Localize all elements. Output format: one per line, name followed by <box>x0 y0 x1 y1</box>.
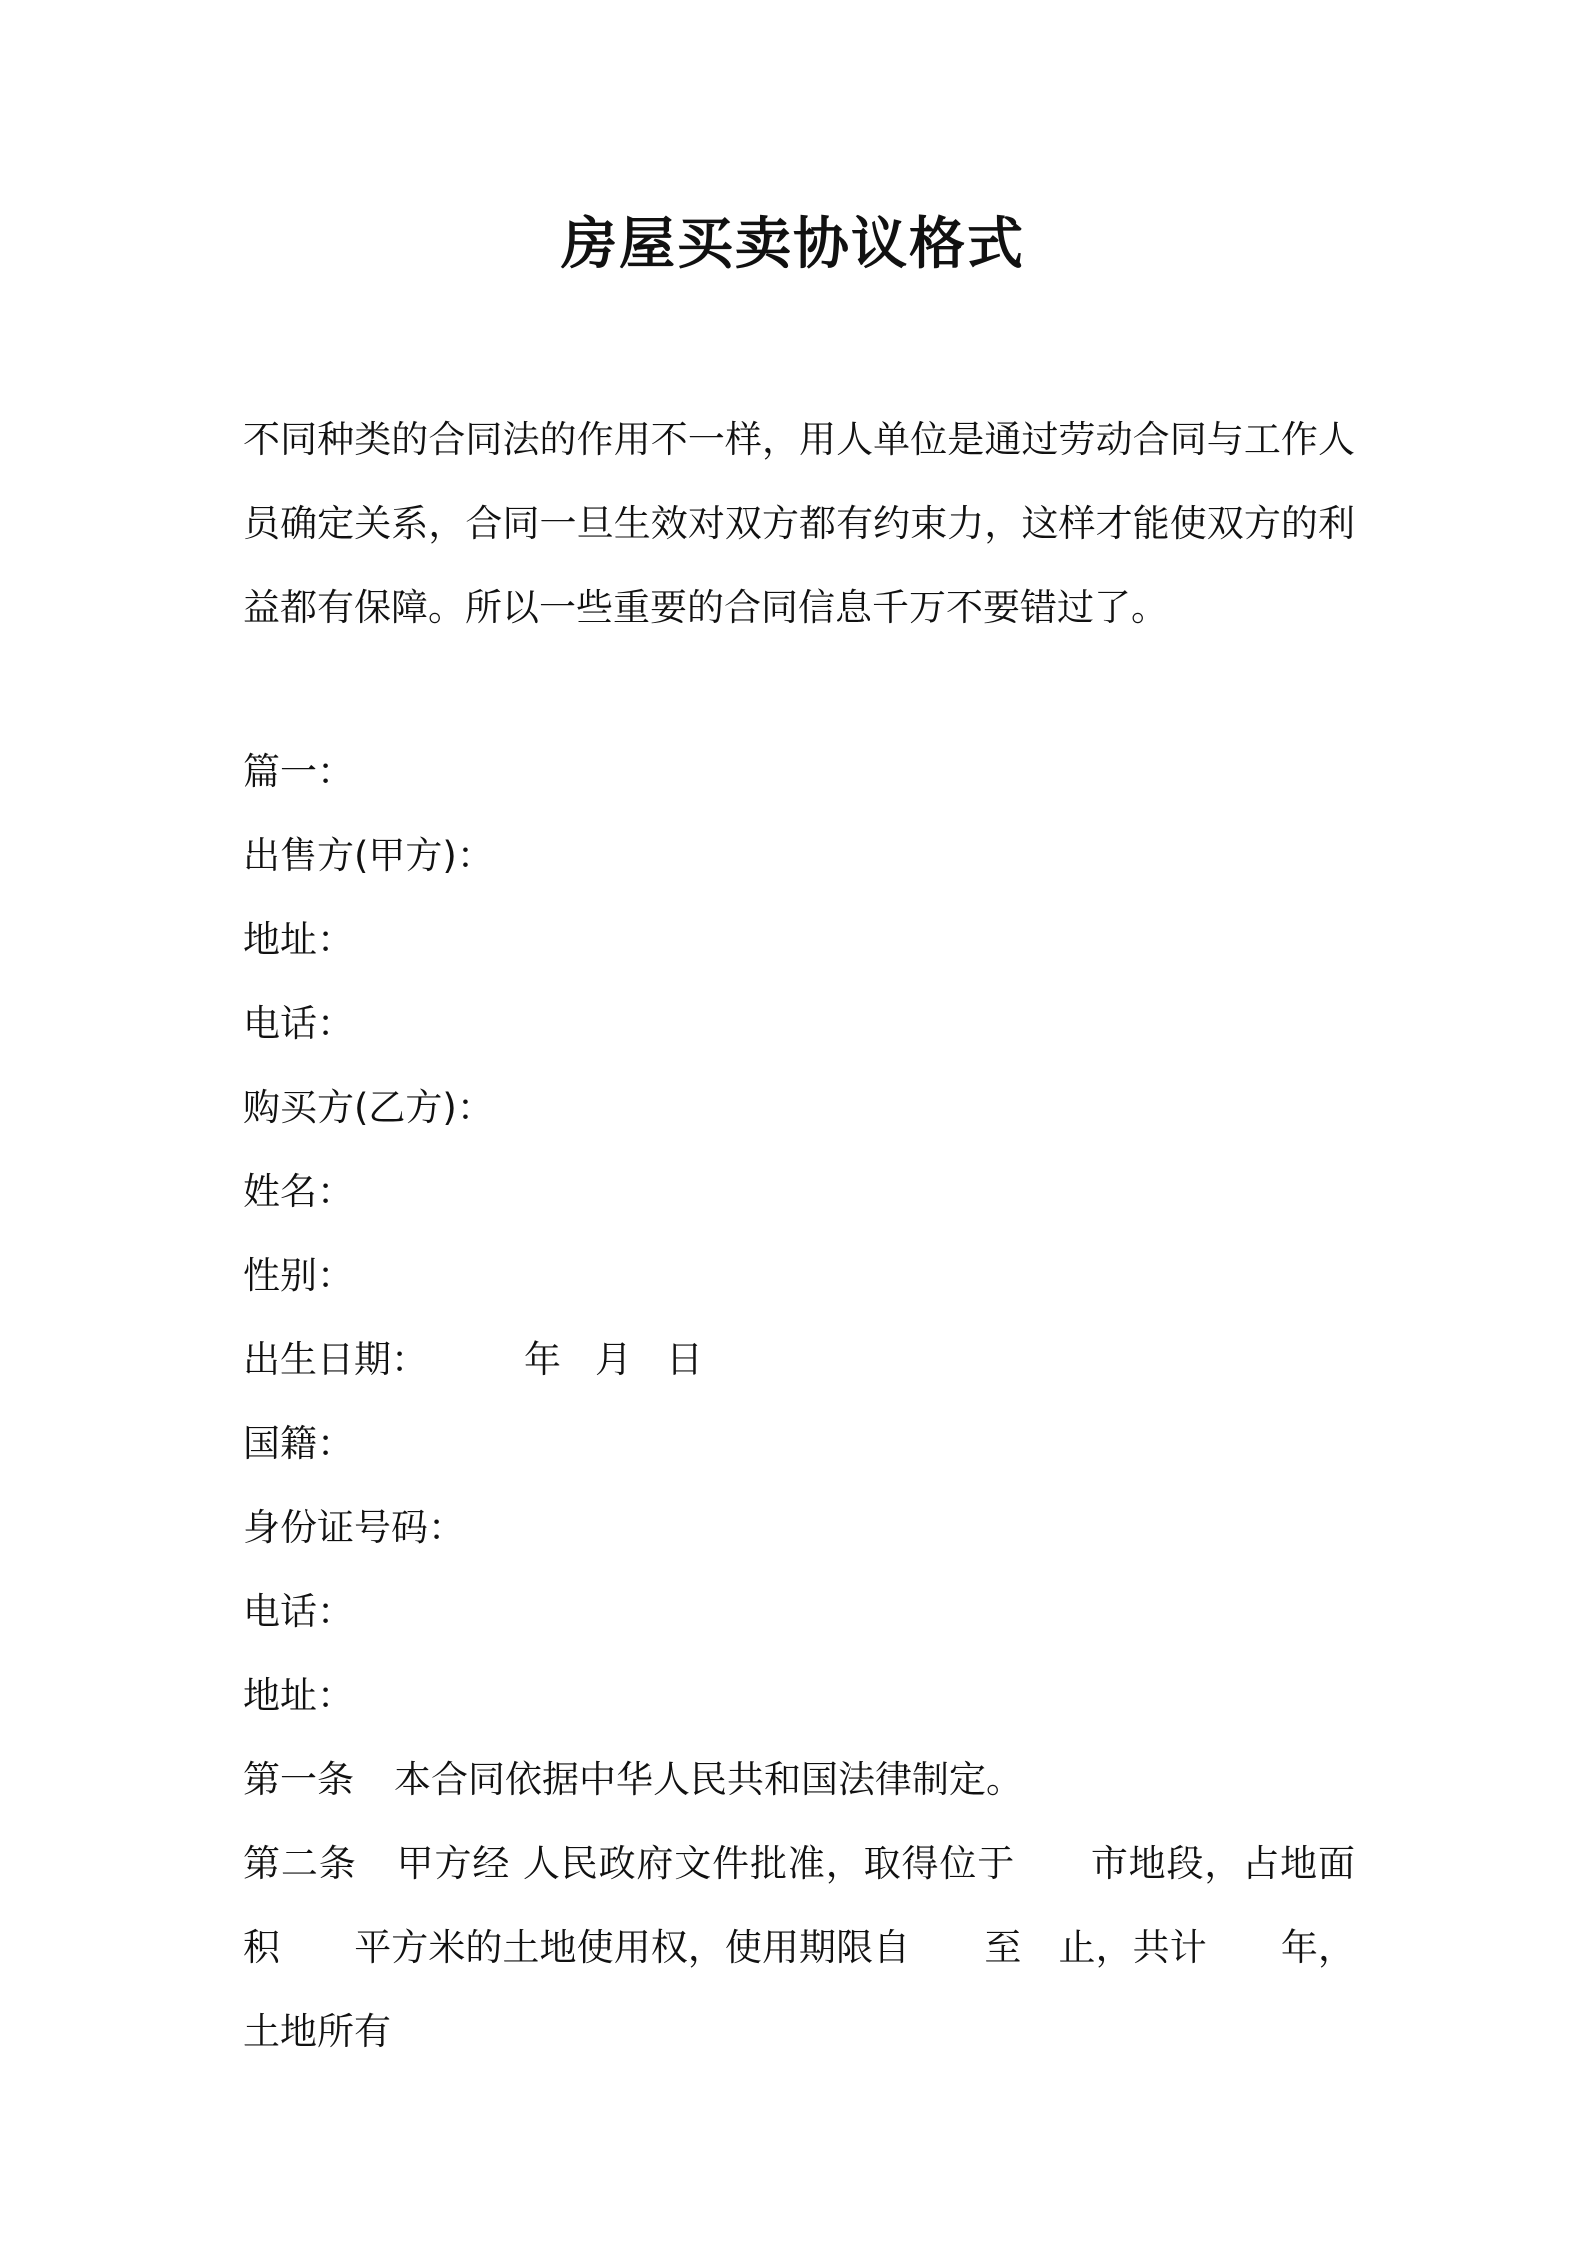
dob-day: 日 <box>666 1338 703 1381</box>
article-2 <box>243 1822 1355 2074</box>
document-title: 房屋买卖协议格式 <box>561 212 1025 277</box>
article-1 <box>243 1738 1355 1822</box>
buyer-address-label: 地址： <box>243 1674 354 1717</box>
seller-phone-label: 电话： <box>243 1002 354 1045</box>
article-2-text: 甲方经 人民政府文件批准，取得位于 市地段，占地面积 平方米的土地使用权，使用期限自 至 止，共计 年，土地所有 <box>243 1842 1356 2053</box>
article-1-text: 本合同依据中华人民共和国法律制定。 <box>394 1758 1023 1801</box>
section-label: 篇一： <box>243 750 354 793</box>
intro-paragraph: 不同种类的合同法的作用不一样，用人单位是通过劳动合同与工作人员确定关系，合同一旦生效对双方都有约束力，这样才能使双方的利益都有保障。所以一些重要的合同信息千万不要错过了。 <box>243 418 1355 629</box>
dob-month: 月 <box>595 1338 632 1381</box>
buyer-label: 购买方(乙方)： <box>243 1086 494 1129</box>
seller-label: 出售方(甲方)： <box>243 834 494 877</box>
buyer-phone-label: 电话： <box>243 1590 354 1633</box>
dob-year: 年 <box>524 1338 561 1381</box>
article-1-label: 第一条 <box>243 1758 354 1801</box>
contract-articles <box>243 1738 1355 2074</box>
seller-address-label: 地址： <box>243 918 354 961</box>
buyer-nationality-label: 国籍： <box>243 1422 354 1465</box>
buyer-id-label: 身份证号码： <box>243 1506 465 1549</box>
buyer-dob-row <box>243 1318 1355 1402</box>
buyer-dob-label: 出生日期： <box>243 1338 428 1381</box>
buyer-name-label: 姓名： <box>243 1170 354 1213</box>
article-2-label: 第二条 <box>243 1842 357 1885</box>
party-fields <box>243 730 1355 1738</box>
buyer-gender-label: 性别： <box>243 1254 354 1297</box>
